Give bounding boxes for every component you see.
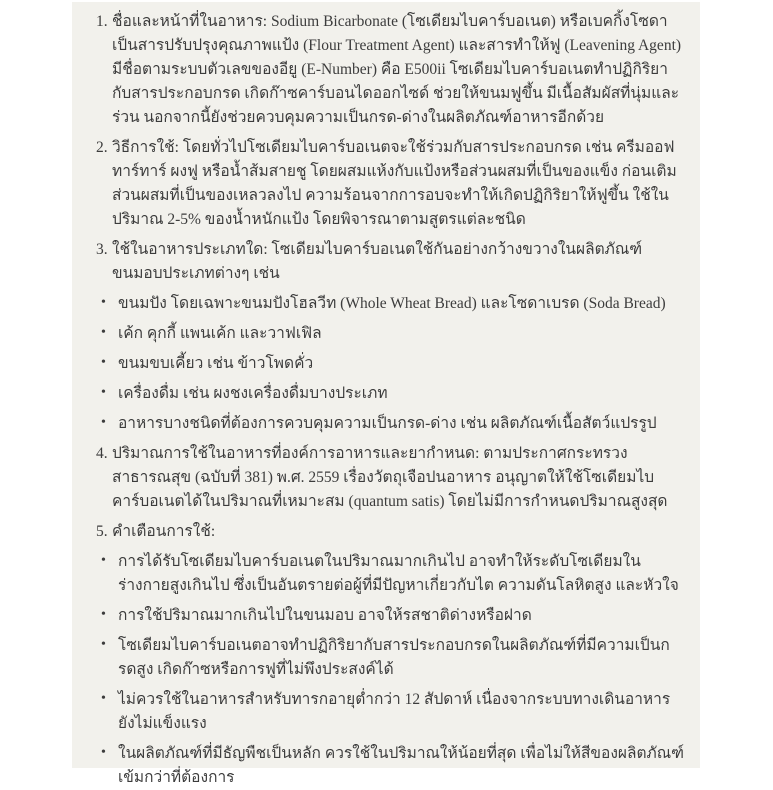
numbered-item-3 (72, 238, 690, 286)
document-panel (72, 2, 700, 786)
bullet-item (72, 412, 690, 436)
bullet-item (72, 352, 690, 376)
item-text: ไม่ควรใช้ในอาหารสำหรับทารกอายุต่ำกว่า 12 สัปดาห์ เนื่องจากระบบทางเดินอาหารยังไม่แข็งแรง (118, 691, 671, 732)
numbered-item-1 (72, 10, 690, 130)
bullet-icon: • (101, 691, 106, 706)
bullet-icon: • (101, 607, 106, 622)
item-text: ในผลิตภัณฑ์ที่มีธัญพืชเป็นหลัก ควรใช้ในปริมาณให้น้อยที่สุด เพื่อไม่ให้สีของผลิตภัณฑ์เข้มกว่าที่ต้องการ (118, 745, 684, 786)
bullet-icon: • (101, 745, 106, 760)
item-number: 3. (96, 241, 108, 258)
bullet-icon: • (101, 385, 106, 400)
bullet-icon: • (101, 415, 106, 430)
bullet-icon: • (101, 553, 106, 568)
bullet-item (72, 742, 690, 790)
bullet-icon: • (101, 295, 106, 310)
bullet-icon: • (101, 355, 106, 370)
item-number: 2. (96, 139, 108, 156)
bullet-item (72, 550, 690, 598)
item-text: ขนมปัง โดยเฉพาะขนมปังโฮลวีท (Whole Wheat Bread) และโซดาเบรด (Soda Bread) (118, 295, 666, 312)
item-text: คำเตือนการใช้: (112, 523, 216, 540)
item-number: 5. (96, 523, 108, 540)
numbered-item-4 (72, 442, 690, 514)
numbered-item-5 (72, 520, 690, 544)
bullet-item (72, 688, 690, 736)
numbered-item-2 (72, 136, 690, 232)
item-text: วิธีการใช้: โดยทั่วไปโซเดียมไบคาร์บอเนตจะใช้ร่วมกับสารประกอบกรด เช่น ครีมออฟทาร์ทาร์ ผงฟู หรือน้ำส้มสายชู โดยผสมแห้งกับแป้งหรือส่วนผสมที่เป็นของแข็ง ก่อนเติมส่วนผสมที่เป็นของเหลวลงไป ความร้อนจากการอบจะทำให้เกิดปฏิกิริยาให้ฟูขึ้น ใช้ในปริมาณ 2-5% ของน้ำหนักแป้ง โดยพิจารณาตามสูตรแต่ละชนิด (112, 139, 677, 228)
item-text: เค้ก คุกกี้ แพนเค้ก และวาฟเฟิล (118, 325, 322, 342)
bullet-item (72, 604, 690, 628)
item-number: 4. (96, 445, 108, 462)
bullet-item (72, 634, 690, 682)
item-text: การใช้ปริมาณมากเกินไปในขนมอบ อาจให้รสชาติด่างหรือฝาด (118, 607, 532, 624)
item-text: อาหารบางชนิดที่ต้องการควบคุมความเป็นกรด-ด่าง เช่น ผลิตภัณฑ์เนื้อสัตว์แปรรูป (118, 415, 657, 432)
item-text: การได้รับโซเดียมไบคาร์บอเนตในปริมาณมากเกินไป อาจทำให้ระดับโซเดียมในร่างกายสูงเกินไป ซึ่งเป็นอันตรายต่อผู้ที่มีปัญหาเกี่ยวกับไต ความดันโลหิตสูง และหัวใจ (118, 553, 679, 594)
item-text: ชื่อและหน้าที่ในอาหาร: Sodium Bicarbonate (โซเดียมไบคาร์บอเนต) หรือเบคกิ้งโซดา เป็นสารปรับปรุงคุณภาพแป้ง (Flour Treatment Agent) และสารทำให้ฟู (Leavening Agent) มีชื่อตามระบบตัวเลขของอียู (E-Number) คือ E500ii โซเดียมไบคาร์บอเนตทำปฏิกิริยากับสารประกอบกรด เกิดก๊าซคาร์บอนไดออกไซด์ ช่วยให้ขนมฟูขึ้น มีเนื้อสัมผัสที่นุ่มและร่วน นอกจากนี้ยังช่วยควบคุมความเป็นกรด-ด่างในผลิตภัณฑ์อาหารอีกด้วย (112, 13, 682, 126)
item-text: เครื่องดื่ม เช่น ผงชงเครื่องดื่มบางประเภท (118, 385, 388, 402)
bullet-item (72, 292, 690, 316)
bullet-icon: • (101, 637, 106, 652)
item-text: ใช้ในอาหารประเภทใด: โซเดียมไบคาร์บอเนตใช้กันอย่างกว้างขวางในผลิตภัณฑ์ขนมอบประเภทต่างๆ เช่น (112, 241, 643, 282)
item-text: ขนมขบเคี้ยว เช่น ข้าวโพดคั่ว (118, 355, 314, 372)
item-text: ปริมาณการใช้ในอาหารที่องค์การอาหารและยากำหนด: ตามประกาศกระทรวงสาธารณสุข (ฉบับที่ 381) พ.ศ. 2559 เรื่องวัตถุเจือปนอาหาร อนุญาตให้ใช้โซเดียมไบคาร์บอเนตได้ในปริมาณที่เหมาะสม (quantum satis) โดยไม่มีการกำหนดปริมาณสูงสุด (112, 445, 668, 510)
bullet-icon: • (101, 325, 106, 340)
bullet-item (72, 322, 690, 346)
item-text: โซเดียมไบคาร์บอเนตอาจทำปฏิกิริยากับสารประกอบกรดในผลิตภัณฑ์ที่มีความเป็นกรดสูง เกิดก๊าซหรือการฟูที่ไม่พึงประสงค์ได้ (118, 637, 670, 678)
bullet-item (72, 382, 690, 406)
item-number: 1. (96, 13, 108, 30)
